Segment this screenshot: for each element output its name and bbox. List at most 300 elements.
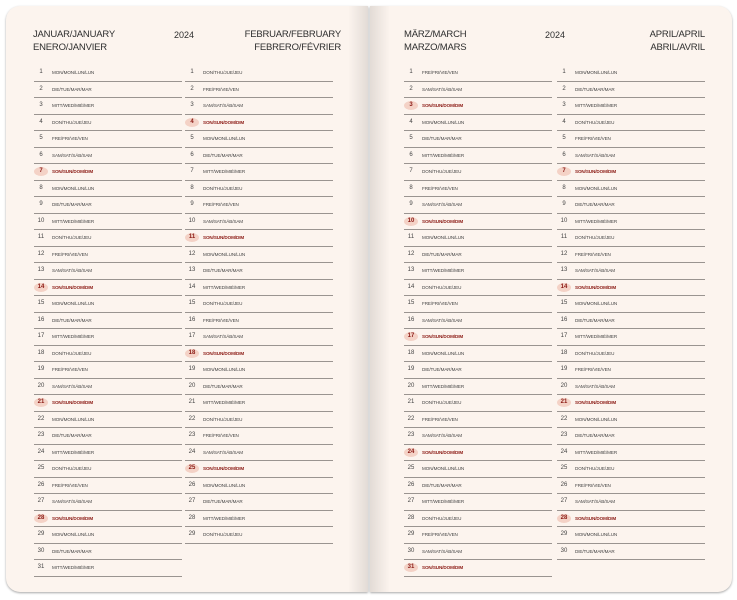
day-row xyxy=(557,213,705,231)
day-row xyxy=(404,213,552,231)
day-row xyxy=(557,147,705,165)
day-number: 10 xyxy=(188,217,196,224)
weekday-label: FRE/FRI/VIE/VEN xyxy=(422,301,458,306)
weekday-label: SAM/SAT/SÁB/SAM xyxy=(422,317,463,323)
weekday-label: SAM/SAT/SÁB/SAM xyxy=(52,152,93,158)
weekday-label: DON/THU/JUE/JEU xyxy=(575,350,615,356)
day-row xyxy=(185,526,333,544)
day-row xyxy=(557,295,705,313)
day-row xyxy=(404,262,552,280)
day-row xyxy=(404,180,552,198)
weekday-label: DIE/TUE/MAR/MAR xyxy=(52,202,92,207)
day-number: 19 xyxy=(560,366,568,372)
day-row xyxy=(404,361,552,379)
day-number: 27 xyxy=(188,498,196,504)
month-title-january: JANUAR/JANUARY ENERO/JANVIER xyxy=(33,29,116,53)
day-number: 7 xyxy=(190,168,194,174)
day-row xyxy=(34,510,182,528)
day-row xyxy=(34,279,182,297)
month-title-march: MÄRZ/MARCH MARZO/MARS xyxy=(404,29,467,53)
day-row xyxy=(34,361,182,379)
weekday-label: DIE/TUE/MAR/MAR xyxy=(422,367,462,372)
weekday-label: MON/MON/LUN/LUN xyxy=(203,136,246,141)
weekday-label: DIE/TUE/MAR/MAR xyxy=(422,482,462,488)
left-page xyxy=(6,6,368,592)
day-number: 14 xyxy=(34,283,48,292)
day-number: 25 xyxy=(37,465,45,471)
weekday-label: FRE/FRI/VIE/VEN xyxy=(52,136,88,141)
day-row xyxy=(185,196,333,214)
day-row xyxy=(404,64,552,82)
day-row xyxy=(557,163,705,181)
day-number: 9 xyxy=(190,201,194,207)
day-row xyxy=(404,559,552,577)
day-number: 26 xyxy=(407,481,415,488)
weekday-label: MITT/WED/MIÉ/MER xyxy=(203,169,246,174)
day-number: 23 xyxy=(188,432,196,438)
day-number: 2 xyxy=(39,85,43,92)
day-number: 11 xyxy=(407,234,415,240)
day-number: 20 xyxy=(407,382,415,389)
weekday-label: DIE/TUE/MAR/MAR xyxy=(203,383,243,389)
day-row xyxy=(557,345,705,363)
weekday-label: FRE/FRI/VIE/VEN xyxy=(575,367,611,372)
day-row xyxy=(185,477,333,495)
day-row xyxy=(404,526,552,544)
day-number: 16 xyxy=(407,316,415,323)
day-row xyxy=(404,460,552,478)
day-number: 26 xyxy=(37,481,45,488)
weekday-label: DIE/TUE/MAR/MAR xyxy=(422,251,462,257)
day-row xyxy=(557,526,705,544)
day-row xyxy=(34,262,182,280)
day-number: 13 xyxy=(560,267,568,273)
day-row xyxy=(557,460,705,478)
weekday-label: MON/MON/LUN/LUN xyxy=(203,482,246,488)
day-number: 4 xyxy=(39,118,43,125)
weekday-label: MON/MON/LUN/LUN xyxy=(575,301,618,306)
day-row xyxy=(34,559,182,577)
day-row xyxy=(185,427,333,445)
day-row xyxy=(557,543,705,561)
day-row xyxy=(34,163,182,181)
day-row xyxy=(404,130,552,148)
day-number: 5 xyxy=(562,135,566,141)
day-number: 23 xyxy=(407,432,415,438)
day-row xyxy=(557,64,705,82)
weekday-label: SAM/SAT/SÁB/SAM xyxy=(422,202,463,207)
day-number: 24 xyxy=(560,448,568,455)
day-row xyxy=(185,163,333,181)
weekday-label: DIE/TUE/MAR/MAR xyxy=(575,202,615,207)
day-number: 2 xyxy=(190,85,194,92)
weekday-label: MON/MON/LUN/LUN xyxy=(52,185,95,191)
day-row xyxy=(557,279,705,297)
weekday-label: MON/MON/LUN/LUN xyxy=(52,70,95,75)
day-row xyxy=(185,510,333,528)
weekday-label: MITT/WED/MIÉ/MER xyxy=(422,152,465,158)
day-number: 11 xyxy=(37,234,45,240)
weekday-label: SAM/SAT/SÁB/SAM xyxy=(575,152,616,158)
day-row xyxy=(557,114,705,132)
day-row xyxy=(34,328,182,346)
day-row xyxy=(34,213,182,231)
weekday-label: MITT/WED/MIÉ/MER xyxy=(203,400,246,405)
day-number: 24 xyxy=(37,448,45,455)
weekday-label: SAM/SAT/SÁB/SAM xyxy=(575,268,616,273)
day-number: 21 xyxy=(557,398,571,407)
day-number: 26 xyxy=(188,481,196,488)
day-number: 13 xyxy=(188,267,196,273)
weekday-label: SON/SUN/DOM/DIM xyxy=(422,565,464,570)
day-number: 30 xyxy=(560,547,568,554)
day-row xyxy=(404,97,552,115)
day-number: 29 xyxy=(407,531,415,537)
day-row xyxy=(34,378,182,396)
day-number: 22 xyxy=(560,415,568,422)
day-number: 9 xyxy=(39,201,43,207)
day-number: 10 xyxy=(404,217,418,226)
weekday-label: SON/SUN/DOM/DIM xyxy=(52,515,94,521)
weekday-label: SON/SUN/DOM/DIM xyxy=(52,169,94,174)
day-row xyxy=(404,493,552,511)
day-number: 7 xyxy=(557,167,571,176)
weekday-label: MON/MON/LUN/LUN xyxy=(203,251,246,257)
day-number: 17 xyxy=(188,333,196,339)
day-number: 10 xyxy=(560,217,568,224)
weekday-label: DON/THU/JUE/JEU xyxy=(422,284,462,290)
day-number: 11 xyxy=(185,233,199,242)
day-row xyxy=(404,246,552,264)
weekday-label: FRE/FRI/VIE/VEN xyxy=(575,251,611,257)
day-number: 11 xyxy=(560,234,568,240)
weekday-label: FRE/FRI/VIE/VEN xyxy=(422,416,458,422)
day-row xyxy=(404,444,552,462)
weekday-label: SON/SUN/DOM/DIM xyxy=(422,218,464,224)
weekday-label: DON/THU/JUE/JEU xyxy=(575,466,615,471)
weekday-label: MON/MON/LUN/LUN xyxy=(422,466,465,471)
day-row xyxy=(34,180,182,198)
day-row xyxy=(404,345,552,363)
weekday-label: SON/SUN/DOM/DIM xyxy=(422,103,464,108)
day-number: 25 xyxy=(560,465,568,471)
weekday-label: MON/MON/LUN/LUN xyxy=(575,532,618,537)
day-number: 2 xyxy=(562,85,566,92)
day-number: 17 xyxy=(560,333,568,339)
day-number: 4 xyxy=(185,118,199,127)
weekday-label: SAM/SAT/SÁB/SAM xyxy=(203,449,244,455)
day-row xyxy=(34,147,182,165)
day-row xyxy=(185,312,333,330)
day-row xyxy=(185,81,333,99)
day-row xyxy=(404,114,552,132)
day-row xyxy=(404,411,552,429)
weekday-label: MITT/WED/MIÉ/MER xyxy=(52,565,95,570)
weekday-label: SON/SUN/DOM/DIM xyxy=(575,284,617,290)
day-number: 17 xyxy=(404,332,418,341)
day-row xyxy=(404,163,552,181)
day-row xyxy=(557,97,705,115)
weekday-label: MITT/WED/MIÉ/MER xyxy=(575,103,618,108)
day-row xyxy=(34,229,182,247)
day-row xyxy=(34,543,182,561)
day-number: 23 xyxy=(560,432,568,438)
weekday-label: DON/THU/JUE/JEU xyxy=(422,400,462,405)
day-row xyxy=(34,246,182,264)
day-number: 28 xyxy=(34,514,48,523)
weekday-label: DON/THU/JUE/JEU xyxy=(203,532,243,537)
weekday-label: DON/THU/JUE/JEU xyxy=(52,350,92,356)
weekday-label: MON/MON/LUN/LUN xyxy=(52,416,95,422)
right-page xyxy=(370,6,732,592)
day-row xyxy=(404,510,552,528)
day-row xyxy=(185,229,333,247)
weekday-label: MON/MON/LUN/LUN xyxy=(575,70,618,75)
weekday-label: DIE/TUE/MAR/MAR xyxy=(203,268,243,273)
weekday-label: SON/SUN/DOM/DIM xyxy=(422,449,464,455)
day-number: 13 xyxy=(407,267,415,273)
weekday-label: DIE/TUE/MAR/MAR xyxy=(52,86,92,92)
day-row xyxy=(404,147,552,165)
day-row xyxy=(404,378,552,396)
day-row xyxy=(557,378,705,396)
weekday-label: FRE/FRI/VIE/VEN xyxy=(422,185,458,191)
weekday-label: SON/SUN/DOM/DIM xyxy=(203,466,245,471)
day-row xyxy=(185,262,333,280)
day-row xyxy=(185,345,333,363)
weekday-label: MON/MON/LUN/LUN xyxy=(422,119,465,125)
day-row xyxy=(185,361,333,379)
day-row xyxy=(34,81,182,99)
weekday-label: MITT/WED/MIÉ/MER xyxy=(422,499,465,504)
month-title-april: APRIL/APRIL ABRIL/AVRIL xyxy=(649,29,705,53)
weekday-label: FRE/FRI/VIE/VEN xyxy=(575,136,611,141)
day-row xyxy=(34,64,182,82)
day-row xyxy=(34,411,182,429)
weekday-label: SON/SUN/DOM/DIM xyxy=(575,169,617,174)
day-number: 3 xyxy=(562,102,566,108)
day-number: 22 xyxy=(188,415,196,422)
day-row xyxy=(557,180,705,198)
day-row xyxy=(34,97,182,115)
day-number: 31 xyxy=(37,564,45,570)
weekday-label: DON/THU/JUE/JEU xyxy=(203,185,243,191)
day-number: 20 xyxy=(37,382,45,389)
weekday-label: DIE/TUE/MAR/MAR xyxy=(203,152,243,158)
day-row xyxy=(404,229,552,247)
weekday-label: SON/SUN/DOM/DIM xyxy=(575,515,617,521)
day-number: 15 xyxy=(560,300,568,306)
day-number: 1 xyxy=(562,69,566,75)
weekday-label: DON/THU/JUE/JEU xyxy=(52,235,92,240)
day-number: 10 xyxy=(37,217,45,224)
day-row xyxy=(557,229,705,247)
day-row xyxy=(557,394,705,412)
day-number: 7 xyxy=(409,168,413,174)
weekday-label: SON/SUN/DOM/DIM xyxy=(203,350,245,356)
weekday-label: MITT/WED/MIÉ/MER xyxy=(422,268,465,273)
day-number: 30 xyxy=(407,547,415,554)
day-number: 8 xyxy=(190,184,194,191)
weekday-label: DON/THU/JUE/JEU xyxy=(575,235,615,240)
day-row xyxy=(557,312,705,330)
weekday-label: FRE/FRI/VIE/VEN xyxy=(203,317,239,323)
day-number: 23 xyxy=(37,432,45,438)
day-number: 16 xyxy=(37,316,45,323)
day-number: 29 xyxy=(560,531,568,537)
day-row xyxy=(185,279,333,297)
day-number: 17 xyxy=(37,333,45,339)
weekday-label: MITT/WED/MIÉ/MER xyxy=(203,284,246,290)
day-number: 21 xyxy=(188,399,196,405)
day-row xyxy=(34,345,182,363)
weekday-label: FRE/FRI/VIE/VEN xyxy=(422,70,458,75)
day-row xyxy=(34,460,182,478)
weekday-label: DIE/TUE/MAR/MAR xyxy=(575,317,615,323)
year-label: 2024 xyxy=(545,30,566,40)
weekday-label: MITT/WED/MIÉ/MER xyxy=(575,218,618,224)
day-number: 6 xyxy=(562,151,566,158)
day-row xyxy=(404,328,552,346)
day-row xyxy=(404,279,552,297)
day-number: 21 xyxy=(34,398,48,407)
weekday-label: SON/SUN/DOM/DIM xyxy=(203,119,245,125)
day-number: 31 xyxy=(404,563,418,572)
weekday-label: FRE/FRI/VIE/VEN xyxy=(52,367,88,372)
day-number: 4 xyxy=(409,118,413,125)
weekday-label: SAM/SAT/SÁB/SAM xyxy=(203,103,244,108)
day-number: 20 xyxy=(560,382,568,389)
day-row xyxy=(185,328,333,346)
day-number: 1 xyxy=(409,69,413,75)
day-number: 5 xyxy=(39,135,43,141)
weekday-label: FRE/FRI/VIE/VEN xyxy=(203,202,239,207)
weekday-label: DIE/TUE/MAR/MAR xyxy=(575,86,615,92)
weekday-label: DIE/TUE/MAR/MAR xyxy=(422,136,462,141)
weekday-label: MON/MON/LUN/LUN xyxy=(422,350,465,356)
day-number: 15 xyxy=(407,300,415,306)
day-number: 12 xyxy=(37,250,45,257)
weekday-label: SON/SUN/DOM/DIM xyxy=(422,334,464,339)
day-number: 26 xyxy=(560,481,568,488)
planner-spread xyxy=(6,6,732,592)
weekday-label: MITT/WED/MIÉ/MER xyxy=(203,515,246,521)
day-row xyxy=(185,130,333,148)
day-row xyxy=(185,213,333,231)
day-row xyxy=(404,477,552,495)
weekday-label: SAM/SAT/SÁB/SAM xyxy=(575,499,616,504)
weekday-label: DON/THU/JUE/JEU xyxy=(203,416,243,422)
day-row xyxy=(404,427,552,445)
spine-shadow xyxy=(370,6,390,592)
day-number: 1 xyxy=(190,69,194,75)
day-row xyxy=(185,147,333,165)
day-number: 21 xyxy=(407,399,415,405)
day-number: 14 xyxy=(188,283,196,290)
day-row xyxy=(185,97,333,115)
year-label: 2024 xyxy=(174,30,195,40)
weekday-label: MITT/WED/MIÉ/MER xyxy=(422,383,465,389)
day-number: 27 xyxy=(407,498,415,504)
day-row xyxy=(557,510,705,528)
day-row xyxy=(557,444,705,462)
day-row xyxy=(557,477,705,495)
weekday-label: SAM/SAT/SÁB/SAM xyxy=(52,383,93,389)
weekday-label: SON/SUN/DOM/DIM xyxy=(52,400,94,405)
day-row xyxy=(185,180,333,198)
weekday-label: MITT/WED/MIÉ/MER xyxy=(52,449,95,455)
day-number: 27 xyxy=(560,498,568,504)
day-number: 3 xyxy=(404,101,418,110)
day-number: 3 xyxy=(39,102,43,108)
day-row xyxy=(34,477,182,495)
weekday-label: DON/THU/JUE/JEU xyxy=(575,119,615,125)
day-number: 20 xyxy=(188,382,196,389)
day-row xyxy=(185,444,333,462)
weekday-label: DON/THU/JUE/JEU xyxy=(422,515,462,521)
day-number: 27 xyxy=(37,498,45,504)
day-row xyxy=(34,427,182,445)
day-number: 8 xyxy=(409,184,413,191)
weekday-label: DON/THU/JUE/JEU xyxy=(203,70,243,75)
day-number: 13 xyxy=(37,267,45,273)
weekday-label: MON/MON/LUN/LUN xyxy=(575,416,618,422)
day-row xyxy=(404,394,552,412)
weekday-label: DON/THU/JUE/JEU xyxy=(203,301,243,306)
day-row xyxy=(185,114,333,132)
weekday-label: MITT/WED/MIÉ/MER xyxy=(575,449,618,455)
day-number: 16 xyxy=(188,316,196,323)
weekday-label: MON/MON/LUN/LUN xyxy=(422,235,465,240)
day-number: 5 xyxy=(409,135,413,141)
day-number: 8 xyxy=(39,184,43,191)
day-number: 18 xyxy=(185,349,199,358)
weekday-label: FRE/FRI/VIE/VEN xyxy=(52,482,88,488)
day-number: 16 xyxy=(560,316,568,323)
weekday-label: MON/MON/LUN/LUN xyxy=(203,367,246,372)
weekday-label: SAM/SAT/SÁB/SAM xyxy=(422,86,463,92)
weekday-label: DIE/TUE/MAR/MAR xyxy=(575,548,615,554)
weekday-label: MON/MON/LUN/LUN xyxy=(52,532,95,537)
day-row xyxy=(185,411,333,429)
day-number: 25 xyxy=(185,464,199,473)
day-row xyxy=(557,196,705,214)
day-number: 22 xyxy=(407,415,415,422)
day-row xyxy=(557,262,705,280)
day-row xyxy=(34,526,182,544)
month-title-february: FEBRUAR/FEBRUARY FEBRERO/FÉVRIER xyxy=(244,29,341,53)
day-row xyxy=(34,493,182,511)
day-row xyxy=(557,81,705,99)
day-number: 6 xyxy=(190,151,194,158)
spine-shadow xyxy=(348,6,368,592)
day-number: 1 xyxy=(39,69,43,75)
day-number: 28 xyxy=(407,514,415,521)
weekday-label: SAM/SAT/SÁB/SAM xyxy=(575,383,616,389)
day-row xyxy=(557,411,705,429)
day-row xyxy=(34,114,182,132)
day-number: 29 xyxy=(188,531,196,537)
day-row xyxy=(557,246,705,264)
day-row xyxy=(34,394,182,412)
day-row xyxy=(185,295,333,313)
day-number: 14 xyxy=(407,283,415,290)
day-row xyxy=(185,378,333,396)
day-number: 28 xyxy=(188,514,196,521)
day-row xyxy=(557,361,705,379)
weekday-label: SAM/SAT/SÁB/SAM xyxy=(203,334,244,339)
day-number: 6 xyxy=(409,151,413,158)
